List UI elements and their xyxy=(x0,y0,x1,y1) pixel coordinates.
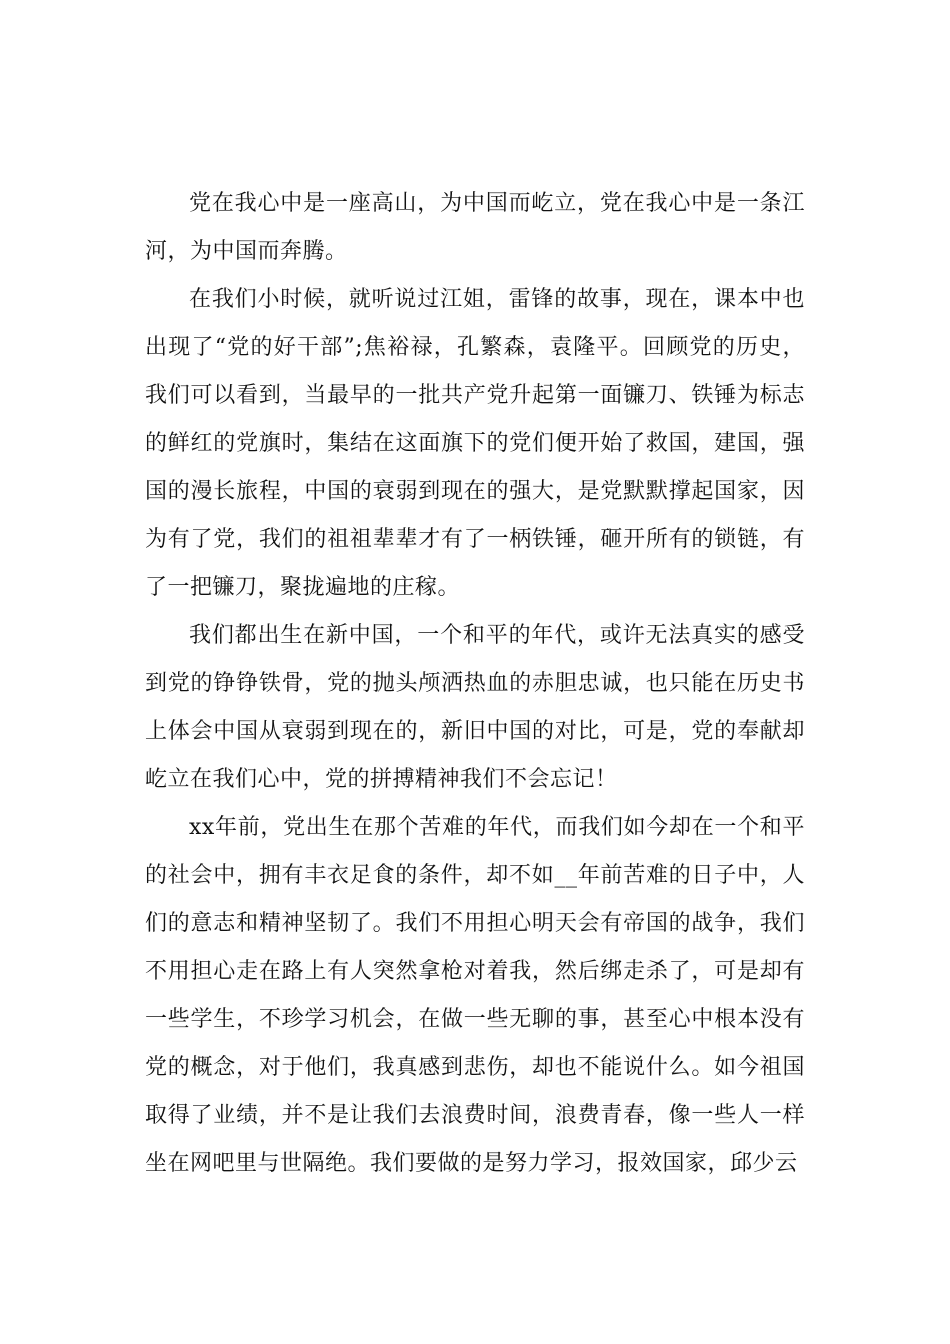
paragraph-2: 在我们小时候，就听说过江姐，雷锋的故事，现在，课本中也出现了“党的好干部”;焦裕禄，孔繁森，袁隆平。回顾党的历史，我们可以看到，当最早的一批共产党升起第一面镰刀、铁锤为标志的鲜红的党旗时，集结在这面旗下的党们便开始了救国，建国，强国的漫长旅程，中国的衰弱到现在的强大，是党默默撑起国家，因为有了党，我们的祖祖辈辈才有了一柄铁锤，砸开所有的锁链，有了一把镰刀，聚拢遍地的庄稼。 xyxy=(145,287,805,600)
document-body xyxy=(145,180,805,1188)
paragraph-3: 我们都出生在新中国，一个和平的年代，或许无法真实的感受到党的铮铮铁骨，党的抛头颅洒热血的赤胆忠诚，也只能在历史书上体会中国从衰弱到现在的，新旧中国的对比，可是，党的奉献却屹立在我们心中，党的拼搏精神我们不会忘记！ xyxy=(145,623,805,792)
paragraph-1: 党在我心中是一座高山，为中国而屹立，党在我心中是一条江河，为中国而奔腾。 xyxy=(145,191,805,264)
paragraph-4: xx年前，党出生在那个苦难的年代，而我们如今却在一个和平的社会中，拥有丰衣足食的条件，却不如__年前苦难的日子中，人们的意志和精神坚韧了。我们不用担心明天会有帝国的战争，我们不用担心走在路上有人突然拿枪对着我，然后绑走杀了，可是却有一些学生，不珍学习机会，在做一些无聊的事，甚至心中根本没有党的概念，对于他们，我真感到悲伤，却也不能说什么。如今祖国取得了业绩，并不是让我们去浪费时间，浪费青春，像一些人一样坐在网吧里与世隔绝。我们要做的是努力学习，报效国家，邱少云 xyxy=(145,815,805,1176)
